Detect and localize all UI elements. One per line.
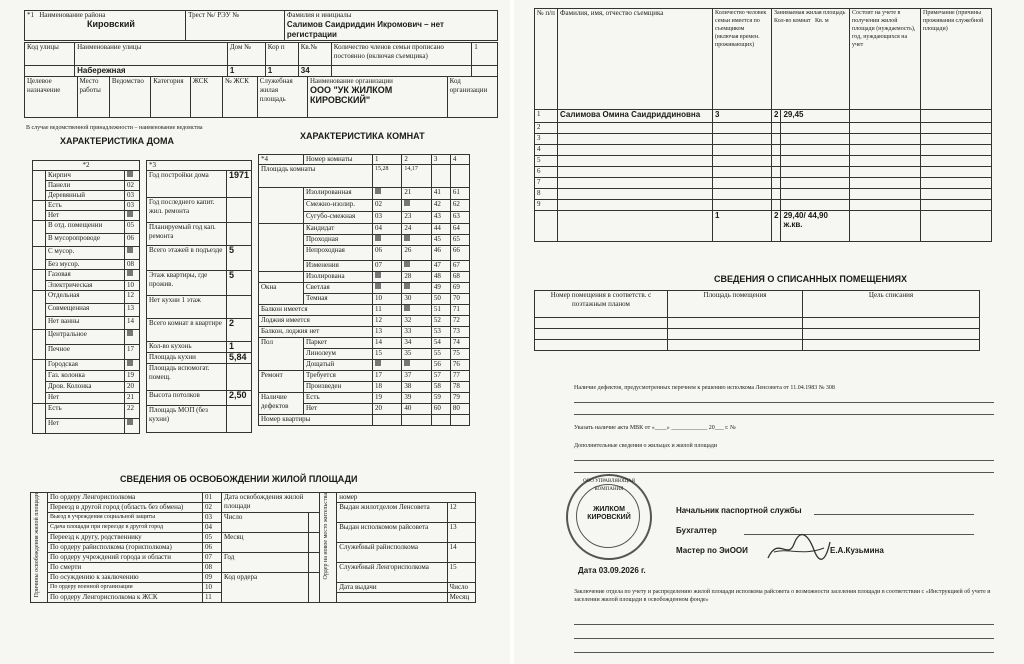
room-col-4: 4 <box>450 155 469 165</box>
left-page <box>0 0 510 664</box>
group-floor: Пол <box>259 338 304 371</box>
room-row-14: Линолеум <box>304 349 373 360</box>
street-value: Набережная <box>75 66 228 77</box>
reason-9: По ордеру военной организации <box>48 583 203 593</box>
doc-date: Дата 03.09.2026 г. <box>578 566 646 575</box>
reason-1: Переезд в другой город (область без обмена) <box>48 503 203 513</box>
mat-row-2: Деревянный <box>46 191 125 201</box>
district-value: Кировский <box>87 19 135 29</box>
org-note: В случае ведомственной принадлежности – наименование ведомства <box>26 125 203 131</box>
house-title: ХАРАКТЕРИСТИКА ДОМА <box>60 136 175 146</box>
build-year-value: 1971 <box>226 171 251 198</box>
mat-row-1: Панели <box>46 181 125 191</box>
group-window: Окна <box>259 283 304 305</box>
water-row-3: Нет <box>46 393 125 404</box>
row-no-1: 2 <box>535 123 558 134</box>
reason-code-5: 06 <box>203 543 222 553</box>
room-row-11: Лоджия имеется <box>259 316 373 327</box>
area-value-2: 14,17 <box>402 165 431 188</box>
area-value-1: 15,28 <box>373 165 402 188</box>
mvk-note: Указать наличие акта МВК от «____» ____________ 20___ г. № <box>574 425 736 431</box>
room-row-0: Изолированная <box>304 188 373 200</box>
lift-label: Нет кухни 1 этаж <box>147 296 227 319</box>
water-row-2: Дров. Колонка <box>46 382 125 393</box>
house-label: Дом № <box>227 43 265 66</box>
room-row-4: Проходная <box>304 235 373 246</box>
hot-row-2: Нет ванны <box>46 317 125 330</box>
release-table <box>30 492 476 603</box>
water-row-0: Городская <box>46 360 125 371</box>
release-title: СВЕДЕНИЯ ОБ ОСВОБОЖДЕНИИ ЖИЛОЙ ПЛОЩАДИ <box>120 474 358 484</box>
room-row-18: Есть <box>304 393 373 404</box>
room-row-16: Требуется <box>304 371 373 382</box>
mop-label: Площадь МОП (без кухни) <box>147 406 227 433</box>
date-label: Дата освобождения жилой площади <box>222 493 320 513</box>
water-row-1: Газ. колонка <box>46 371 125 382</box>
garbage-row-0: Есть <box>46 404 125 419</box>
row-no-7: 8 <box>535 189 558 200</box>
trust-label: Трест №/ РЭУ № <box>186 11 285 41</box>
order-field-1: Месяц <box>447 593 475 603</box>
master-label: Мастер по ЭиООИ <box>676 546 748 555</box>
kv-value: 34 <box>298 66 331 77</box>
group-defects: Наличие дефектов <box>259 393 304 415</box>
stove-row-1: Электрическая <box>46 281 125 291</box>
room-no-label: Номер комнаты <box>304 155 373 165</box>
floors-label: Всего этажей в подъезде <box>147 246 227 271</box>
street-name-label: Наименование улицы <box>75 43 228 66</box>
col-no: № п/п <box>535 9 558 110</box>
room-row-17: Произведен <box>304 382 373 393</box>
reason-code-8: 09 <box>203 573 222 583</box>
order-code-0: 12 <box>447 503 475 523</box>
room-row-6: Изменения <box>304 261 373 272</box>
room-row-5: Непроходная <box>304 246 373 261</box>
master-name: Е.А.Кузьмина <box>830 546 884 555</box>
right-page <box>514 0 1024 664</box>
reason-code-7: 08 <box>203 563 222 573</box>
accountant-label: Бухгалтер <box>676 526 717 535</box>
order-field-0: Число <box>447 583 475 593</box>
field-1: Месяц <box>222 533 309 553</box>
reason-code-4: 05 <box>203 533 222 543</box>
rooms-title: ХАРАКТЕРИСТИКА КОМНАТ <box>300 131 425 141</box>
col-name: Фамилия, имя, отчество съемщика <box>558 9 713 110</box>
total-sqm: 29,40/ 44,90 ж.кв. <box>781 211 850 242</box>
row1-name: Салимова Омина Саидриддиновна <box>558 110 713 123</box>
decom-col3: Цель списания <box>803 291 980 318</box>
reason-2: Выезд в учреждения социальной защиты <box>48 513 203 523</box>
district-label: Наименование района <box>39 11 106 19</box>
number-label: номер <box>337 493 476 503</box>
row-no-4: 5 <box>535 156 558 167</box>
gas-row-1: В мусоропроводе <box>46 234 125 247</box>
room-col-1: 1 <box>373 155 402 165</box>
ceiling-label: Высота потолков <box>147 391 227 406</box>
order-side-label: Ордер на новое место жительства <box>323 493 330 580</box>
stamp-ring-text: ООО УПРАВЛЯЮЩАЯ КОМПАНИЯ <box>583 479 635 492</box>
room-row-19: Нет <box>304 404 373 415</box>
hot-row-0: Отдельная <box>46 291 125 304</box>
row-no-8: 9 <box>535 200 558 211</box>
person-label: Фамилия и инициалы <box>286 11 352 19</box>
decom-col1: Номер помещения в соответств. с поэтажным планом <box>535 291 668 318</box>
field-3: Код ордера <box>222 573 309 603</box>
reason-0: По ордеру Ленгорисполкома <box>48 493 203 503</box>
row-no-6: 7 <box>535 178 558 189</box>
district-num: *1 <box>27 11 34 19</box>
house-num3: *3 <box>147 161 252 171</box>
service-label: Служебная жилая площадь <box>257 77 307 118</box>
kitchens-label: Кол-во кухонь <box>147 342 227 353</box>
order-row-4: Дата выдачи <box>337 583 447 593</box>
build-year-label: Год постройки дома <box>147 171 227 198</box>
group-repair: Ремонт <box>259 371 304 393</box>
lift-row-0: Есть <box>46 201 125 211</box>
heat-row-1: Без мусор. <box>46 260 125 270</box>
zhek-no-label: № ЖСК <box>223 77 258 118</box>
kitchen-row-1: Печное <box>46 345 125 360</box>
reason-5: По ордеру райисполкома (горисполкома) <box>48 543 203 553</box>
room-row-15: Дощатый <box>304 360 373 371</box>
col-occupied-label: Занимаемая жилая площадь <box>774 10 846 16</box>
family-label: Количество членов семьи прописано постоянно (включая съемщика) <box>331 43 472 66</box>
col-sqm: Кв. м <box>815 18 829 24</box>
room-row-8: Светлая <box>304 283 373 294</box>
stamp-text: ЖИЛКОМ КИРОВСКИЙ <box>587 506 631 521</box>
release-side-label: Причины освобождения жилой площади <box>34 493 40 598</box>
repair2-label: Планируемый год кап. ремонта <box>147 223 227 246</box>
reason-code-3: 04 <box>203 523 222 533</box>
zhek-label: ЖСК <box>190 77 222 118</box>
room-row-3: Кандидат <box>304 224 373 235</box>
row-no-5: 6 <box>535 167 558 178</box>
defects-note: Наличие дефектов, предусмотренных перечнем к решению исполкома Ленсовета от 11.04.1983 № 308 <box>574 385 835 391</box>
order-row-2: Служебный райисполкома <box>337 543 447 563</box>
reason-code-2: 03 <box>203 513 222 523</box>
lift-row-1: Нет <box>46 211 125 221</box>
room-col-2: 2 <box>402 155 431 165</box>
reason-10: По ордеру Ленгорисполкома к ЖСК <box>48 593 203 603</box>
total-count: 1 <box>713 211 772 242</box>
garbage-row-1: Нет <box>46 419 125 434</box>
field-0: Число <box>222 513 309 533</box>
footer-note: Заключение отдела по учету и распределению жилой площади исполкома райсовета о возможности заселения площади в соответствии с «Инструкцией об учете и заселении жилой площади в освобожденном фонде» <box>574 589 991 603</box>
room-col-3: 3 <box>431 155 450 165</box>
header-table <box>24 10 498 41</box>
address-table <box>24 42 498 77</box>
stove-row-0: Газовая <box>46 270 125 281</box>
room-row-10: Балкон имеется <box>259 305 373 316</box>
room-row-1: Смежно-изолир. <box>304 200 373 212</box>
repair-label: Год последнего капит. жил. ремонта <box>147 198 227 223</box>
room-row-2: Сугубо-смежная <box>304 212 373 224</box>
org-code-label: Код организации <box>447 77 497 118</box>
floor-label: Этаж квартиры, где прожив. <box>147 271 227 296</box>
row-no-3: 4 <box>535 145 558 156</box>
rooms-num4: *4 <box>259 155 304 165</box>
area-label: Площадь комнаты <box>259 165 373 188</box>
reason-7: По смерти <box>48 563 203 573</box>
row1-sqm: 29,45 <box>781 110 850 123</box>
order-row-0: Выдан жилотделом Ленсовета <box>337 503 447 523</box>
order-code-3: 15 <box>447 563 475 583</box>
reason-code-9: 10 <box>203 583 222 593</box>
reason-code-0: 01 <box>203 493 222 503</box>
house-num2: *2 <box>33 161 140 171</box>
col-count: Количество человек семьи имеется по съемщиком (включая времен. проживающих) <box>713 9 772 110</box>
org-value: ООО "УК ЖИЛКОМ КИРОВСКИЙ" <box>309 85 393 105</box>
mat-row-0: Кирпич <box>46 171 125 181</box>
floors-value: 5 <box>226 246 251 271</box>
org-label: Наименование организации <box>309 77 393 85</box>
heat-row-0: С мусор. <box>46 247 125 260</box>
kitchen-row-0: Центральное <box>46 330 125 345</box>
decom-col2: Площадь помещения <box>668 291 803 318</box>
order-row-3: Служебный Ленгорисполкома <box>337 563 447 583</box>
purpose-label: Целевое назначение <box>25 77 78 118</box>
reason-code-1: 02 <box>203 503 222 513</box>
room-row-7: Изолирована <box>304 272 373 283</box>
total-rooms: 2 <box>772 211 781 242</box>
aux-label: Площадь вспомогат. помещ. <box>147 364 227 391</box>
chief-label: Начальник паспортной службы <box>676 506 802 515</box>
reason-8: По осуждению к заключению <box>48 573 203 583</box>
decommissioned-title: СВЕДЕНИЯ О СПИСАННЫХ ПОМЕЩЕНИЯХ <box>714 274 907 284</box>
tenants-table <box>534 8 992 242</box>
col-note: Примечание (причины проживания служебной площади) <box>921 9 992 110</box>
gas-row-0: В отд. помещении <box>46 221 125 234</box>
rooms-count-value: 2 <box>226 319 251 342</box>
col-queue: Состоит на учете в получении жилой площади (нуждаемость), год, нуждающихся на учет <box>850 9 921 110</box>
reason-3: Сдача площади при переезде в другой город <box>48 523 203 533</box>
reason-code-6: 07 <box>203 553 222 563</box>
cat-label: Категория <box>151 77 190 118</box>
dept-label: Ведомство <box>109 77 150 118</box>
order-row-1: Выдан исполкомом райсовета <box>337 523 447 543</box>
order-code-1: 13 <box>447 523 475 543</box>
signature <box>764 530 834 566</box>
room-row-12: Балкон, лоджия нет <box>259 327 373 338</box>
rooms-count-label: Всего комнат в квартире <box>147 319 227 342</box>
kv-label: Кв.№ <box>298 43 331 66</box>
extra-note: Дополнительные сведения о жильцах и жилой площади <box>574 443 717 449</box>
company-stamp <box>566 474 652 560</box>
kitchen-area-value: 5,84 <box>226 353 251 364</box>
person-value: Салимов Саидриддин Икромович – нет регистрации <box>286 20 444 39</box>
kitchen-area-label: Площадь кухни <box>147 353 227 364</box>
col-rooms: Кол-во комнат <box>774 18 811 24</box>
korp-value: 1 <box>265 66 298 77</box>
room-row-9: Темная <box>304 294 373 305</box>
reason-4: Переезд к другу, родственнику <box>48 533 203 543</box>
house-value: 1 <box>227 66 265 77</box>
row1-count: 3 <box>713 110 772 123</box>
ceiling-value: 2,50 <box>226 391 251 406</box>
korp-label: Кор п <box>265 43 298 66</box>
family-value: 1 <box>472 43 498 66</box>
row-no-0: 1 <box>535 110 558 123</box>
kitchens-value: 1 <box>226 342 251 353</box>
rooms-table: *4 Номер комнаты 1 2 3 4 Площадь комнаты 15,28 14,17 Изолированная 21 41 61 Смежно-изолир. 02 42 62 Сугубо-смежная 03 23 43 63 Кандидат 04 24 44 64 Проходная 45 65 Непроходная 06 26 46 66 Изменения 07 47 67 Изолирована 28 48 68 Окна Светлая 49 69 Темная 10 30 50 70 Балкон имеется 11 51 71 Лоджия имеется 12 32 52 72 Балкон, лоджия нет 13 33 53 73 Пол Паркет 14 34 54 74 Линолеум 15 35 55 75 Дощатый 56 76 Ремонт Требуется 17 37 57 77 Произведен 18 38 58 78 Наличие дефектов Есть 19 39 59 79 Нет 20 40 60 80 Номер квартиры <box>258 154 470 426</box>
house-params-table <box>146 160 252 433</box>
row-no-2: 3 <box>535 134 558 145</box>
hot-row-1: Совмещенная <box>46 304 125 317</box>
street-code-label: Код улицы <box>25 43 75 66</box>
decommissioned-table <box>534 290 980 351</box>
rooms-footer: Номер квартиры <box>259 415 373 426</box>
reason-code-10: 11 <box>203 593 222 603</box>
floor-value: 5 <box>226 271 251 296</box>
place-label: Место работы <box>77 77 109 118</box>
room-row-13: Паркет <box>304 338 373 349</box>
field-2: Год <box>222 553 309 573</box>
order-code-2: 14 <box>447 543 475 563</box>
house-features-table: *2 Кирпич Панели 02 Деревянный 03 Есть 03 Нет В отд. помещении 05 В мусоропроводе 06 С мусор. Без мусор. 08 Газовая Электрическая 10 Отдельная 12 Совмещенная 13 Нет ванны 14 Центральное Печное 17 Городская Газ. колонка 19 Дров. Колонка 20 Нет 21 Есть 22 Нет <box>32 160 140 434</box>
row1-rooms: 2 <box>772 110 781 123</box>
reason-6: По ордеру учреждений города и области <box>48 553 203 563</box>
org-table <box>24 76 498 118</box>
